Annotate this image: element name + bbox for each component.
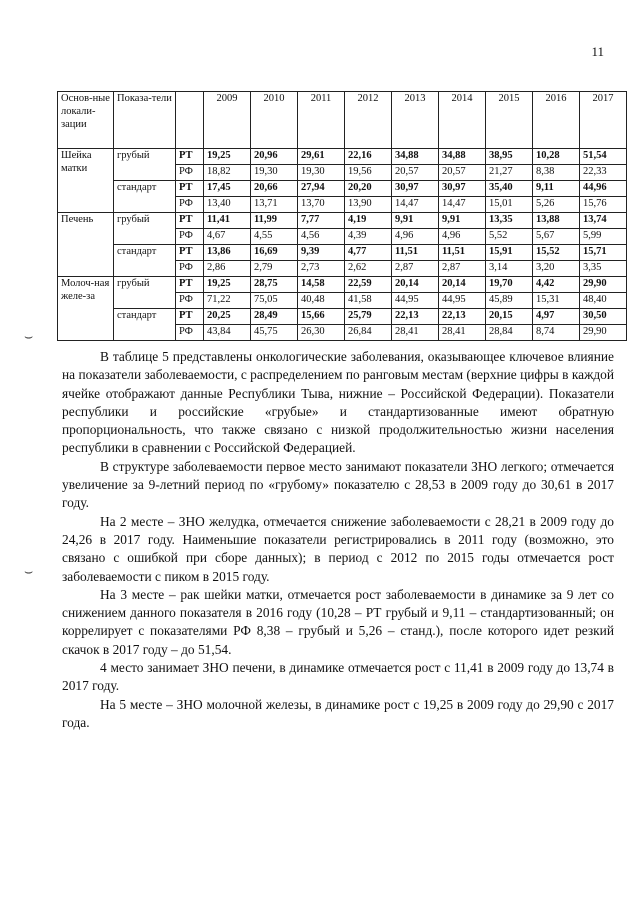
value-cell: 13,88 (533, 213, 580, 229)
value-cell: 5,26 (533, 197, 580, 213)
value-cell: 19,30 (298, 165, 345, 181)
value-cell: 5,67 (533, 229, 580, 245)
value-cell: 9,91 (392, 213, 439, 229)
value-cell: 38,95 (486, 149, 533, 165)
value-cell: 45,89 (486, 293, 533, 309)
value-cell: 20,14 (392, 277, 439, 293)
region-cell: РФ (176, 165, 204, 181)
value-cell: 34,88 (392, 149, 439, 165)
value-cell: 20,96 (251, 149, 298, 165)
incidence-table (57, 91, 627, 341)
region-cell: РФ (176, 325, 204, 341)
value-cell: 48,40 (580, 293, 627, 309)
value-cell: 13,71 (251, 197, 298, 213)
value-cell: 8,38 (533, 165, 580, 181)
value-cell: 41,58 (345, 293, 392, 309)
value-cell: 19,30 (251, 165, 298, 181)
value-cell: 2,62 (345, 261, 392, 277)
value-cell: 9,11 (533, 181, 580, 197)
value-cell: 4,97 (533, 309, 580, 325)
value-cell: 20,15 (486, 309, 533, 325)
value-cell: 13,70 (298, 197, 345, 213)
indicator-cell: стандарт (114, 309, 176, 341)
margin-mark: ⌣ (24, 330, 34, 345)
value-cell: 3,20 (533, 261, 580, 277)
paragraph: 4 место занимает ЗНО печени, в динамике отмечается рост с 11,41 в 2009 году до 13,74 в 2017 году. (62, 660, 614, 694)
value-cell: 9,39 (298, 245, 345, 261)
value-cell: 9,91 (439, 213, 486, 229)
value-cell: 20,25 (204, 309, 251, 325)
region-cell: РТ (176, 277, 204, 293)
value-cell: 22,13 (439, 309, 486, 325)
table-header-row (58, 92, 627, 149)
value-cell: 22,33 (580, 165, 627, 181)
header-year: 2011 (298, 92, 345, 149)
value-cell: 28,41 (392, 325, 439, 341)
value-cell: 11,51 (392, 245, 439, 261)
value-cell: 4,39 (345, 229, 392, 245)
value-cell: 15,76 (580, 197, 627, 213)
value-cell: 4,19 (345, 213, 392, 229)
value-cell: 2,87 (392, 261, 439, 277)
value-cell: 15,52 (533, 245, 580, 261)
value-cell: 14,47 (392, 197, 439, 213)
value-cell: 27,94 (298, 181, 345, 197)
localization-cell: Молоч-ная желе-за (58, 277, 114, 341)
value-cell: 15,71 (580, 245, 627, 261)
table-row (58, 149, 627, 165)
value-cell: 15,31 (533, 293, 580, 309)
value-cell: 11,41 (204, 213, 251, 229)
value-cell: 19,70 (486, 277, 533, 293)
header-year: 2014 (439, 92, 486, 149)
region-cell: РТ (176, 213, 204, 229)
indicator-cell: грубый (114, 213, 176, 245)
table-row (58, 213, 627, 229)
value-cell: 3,35 (580, 261, 627, 277)
value-cell: 11,99 (251, 213, 298, 229)
value-cell: 13,35 (486, 213, 533, 229)
header-localization: Основ-ные локали-зации (58, 92, 114, 149)
value-cell: 4,77 (345, 245, 392, 261)
value-cell: 35,40 (486, 181, 533, 197)
indicator-cell: стандарт (114, 245, 176, 277)
value-cell: 20,14 (439, 277, 486, 293)
value-cell: 13,74 (580, 213, 627, 229)
header-year: 2012 (345, 92, 392, 149)
value-cell: 20,20 (345, 181, 392, 197)
table-row (58, 309, 627, 325)
value-cell: 14,58 (298, 277, 345, 293)
indicator-cell: грубый (114, 277, 176, 309)
value-cell: 4,42 (533, 277, 580, 293)
header-indicator: Показа-тели (114, 92, 176, 149)
region-cell: РФ (176, 261, 204, 277)
value-cell: 43,84 (204, 325, 251, 341)
value-cell: 44,95 (392, 293, 439, 309)
header-region (176, 92, 204, 149)
header-year: 2017 (580, 92, 627, 149)
value-cell: 19,25 (204, 149, 251, 165)
value-cell: 25,79 (345, 309, 392, 325)
value-cell: 45,75 (251, 325, 298, 341)
value-cell: 28,75 (251, 277, 298, 293)
value-cell: 2,79 (251, 261, 298, 277)
value-cell: 51,54 (580, 149, 627, 165)
value-cell: 75,05 (251, 293, 298, 309)
value-cell: 22,13 (392, 309, 439, 325)
value-cell: 22,59 (345, 277, 392, 293)
value-cell: 26,30 (298, 325, 345, 341)
header-year: 2010 (251, 92, 298, 149)
paragraph: В структуре заболеваемости первое место занимают показатели ЗНО легкого; отмечается увеличение за 9-летний период по «грубому» показателю с 28,53 в 2009 году до 30,61 в 2017 году. (62, 458, 614, 511)
value-cell: 17,45 (204, 181, 251, 197)
value-cell: 44,96 (580, 181, 627, 197)
indicator-cell: стандарт (114, 181, 176, 213)
value-cell: 15,01 (486, 197, 533, 213)
value-cell: 5,52 (486, 229, 533, 245)
region-cell: РТ (176, 149, 204, 165)
value-cell: 4,55 (251, 229, 298, 245)
value-cell: 15,91 (486, 245, 533, 261)
value-cell: 26,84 (345, 325, 392, 341)
value-cell: 30,50 (580, 309, 627, 325)
indicator-cell: грубый (114, 149, 176, 181)
value-cell: 20,66 (251, 181, 298, 197)
value-cell: 40,48 (298, 293, 345, 309)
value-cell: 71,22 (204, 293, 251, 309)
value-cell: 2,86 (204, 261, 251, 277)
value-cell: 19,56 (345, 165, 392, 181)
value-cell: 10,28 (533, 149, 580, 165)
value-cell: 13,86 (204, 245, 251, 261)
region-cell: РФ (176, 229, 204, 245)
value-cell: 4,67 (204, 229, 251, 245)
region-cell: РФ (176, 197, 204, 213)
localization-cell: Шейка матки (58, 149, 114, 213)
value-cell: 4,96 (439, 229, 486, 245)
value-cell: 34,88 (439, 149, 486, 165)
value-cell: 44,95 (439, 293, 486, 309)
header-year: 2015 (486, 92, 533, 149)
region-cell: РТ (176, 181, 204, 197)
localization-cell: Печень (58, 213, 114, 277)
value-cell: 8,74 (533, 325, 580, 341)
value-cell: 2,73 (298, 261, 345, 277)
body-text (62, 348, 614, 732)
value-cell: 3,14 (486, 261, 533, 277)
header-year: 2009 (204, 92, 251, 149)
table-row (58, 277, 627, 293)
header-year: 2016 (533, 92, 580, 149)
value-cell: 4,96 (392, 229, 439, 245)
value-cell: 21,27 (486, 165, 533, 181)
value-cell: 4,56 (298, 229, 345, 245)
margin-mark: ⌣ (24, 565, 34, 580)
value-cell: 29,90 (580, 325, 627, 341)
paragraph: На 3 месте – рак шейки матки, отмечается рост заболеваемости в динамике за 9 лет со снижением данного показателя в 2016 году (10,28 – РТ грубый и 9,11 – стандартизованный; он коррелирует с показателями РФ 8,38 – грубый и 5,26 – станд.), после которого идет резкий скачок в 2017 году – до 51,54. (62, 586, 614, 657)
value-cell: 28,49 (251, 309, 298, 325)
value-cell: 20,57 (439, 165, 486, 181)
paragraph: На 2 месте – ЗНО желудка, отмечается снижение заболеваемости с 28,21 в 2009 году до 24,26 в 2017 году. Наименьшие показатели регистрировались в 2011 году (возможно, это связано с ошибкой при сборе данных); в период с 2012 по 2015 годы отмечается рост заболеваемости с пиком в 2015 году. (62, 513, 614, 584)
paragraph: На 5 месте – ЗНО молочной железы, в динамике рост с 19,25 в 2009 году до 29,90 с 2017 года. (62, 696, 614, 730)
value-cell: 14,47 (439, 197, 486, 213)
value-cell: 2,87 (439, 261, 486, 277)
value-cell: 16,69 (251, 245, 298, 261)
paragraph: В таблице 5 представлены онкологические заболевания, оказывающее ключевое влияние на показатели заболеваемости, с распределением по ранговым местам (верхние цифры в каждой ячейке отображают данные Республики Тыва, нижние – Российской Федерации). Показатели республики и российские «грубые» и стандартизованные имеют обратную пропорциональность, что также связано с низкой продолжительностью жизни населения республики в сравнении с Российской Федерацией. (62, 349, 614, 456)
value-cell: 19,25 (204, 277, 251, 293)
value-cell: 30,97 (392, 181, 439, 197)
value-cell: 11,51 (439, 245, 486, 261)
value-cell: 28,41 (439, 325, 486, 341)
table-row (58, 181, 627, 197)
value-cell: 7,77 (298, 213, 345, 229)
region-cell: РТ (176, 309, 204, 325)
value-cell: 20,57 (392, 165, 439, 181)
value-cell: 13,90 (345, 197, 392, 213)
table-row (58, 245, 627, 261)
value-cell: 22,16 (345, 149, 392, 165)
value-cell: 13,40 (204, 197, 251, 213)
page-number: 11 (591, 44, 604, 59)
value-cell: 18,82 (204, 165, 251, 181)
value-cell: 29,90 (580, 277, 627, 293)
value-cell: 5,99 (580, 229, 627, 245)
value-cell: 28,84 (486, 325, 533, 341)
region-cell: РФ (176, 293, 204, 309)
value-cell: 15,66 (298, 309, 345, 325)
value-cell: 29,61 (298, 149, 345, 165)
header-year: 2013 (392, 92, 439, 149)
value-cell: 30,97 (439, 181, 486, 197)
region-cell: РТ (176, 245, 204, 261)
